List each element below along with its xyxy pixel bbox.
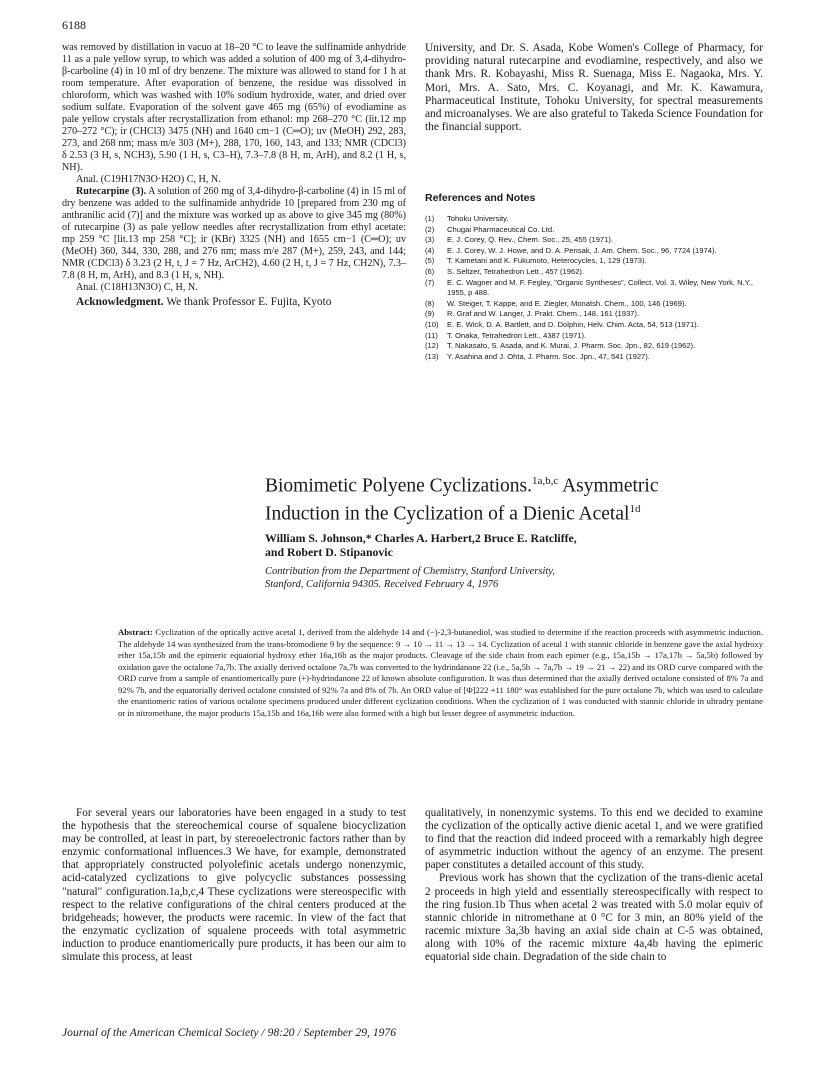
reference-number: (13) [425, 351, 439, 361]
reference-number: (1) [425, 214, 435, 223]
left-column [62, 42, 406, 309]
compound-heading: Rutecarpine (3). [76, 186, 147, 197]
analysis-line: Anal. (C19H17N3O·H2O) C, H, N. [76, 174, 221, 185]
reference-number: (9) [425, 309, 435, 319]
body-left-column [62, 807, 406, 964]
abstract-text: Cyclization of the optically active acetal 1, derived from the aldehyde 14 and (−)-2,3-butanediol, was studied to determine if the reaction proceeds with asymmetric induction. The aldehyde 14 was synthesized from the trans-bromodiene 9 by the sequence: 9 → 10 → 11 → 13 → 14. Cyclization of acetal 1 with stannic chloride in benzene gave the axial hydroxy ether 15a,15b and the epimeric equatorial hydroxy ether 16a,16b as the major products. Cleavage of the side chain from each epimer (e.g., 15a,15b → 17a,17b → 5a,5b) followed by oxidation gave the octalone 7a,7b. The axially derived octalone 7a,7b was converted to the hydrindanone 22 (i.e., 5a,5b → 7a,7b → 19 → 21 → 22) and its ORD curve compared with the ORD curve from a sample of enantiomerically pure (+)-hydrindanone 22 of known absolute configuration. It was thus determined that the axially derived octalone consisted of 8% 7a and 92% 7b, and the equatorially derived octalone consisted of 92% 7a and 8% of 7b. An ORD value of [Φ]222 +11 180° was established for the pure octalone 7b, which was used to calculate the enantiomeric ratios of various octalone specimens produced under different cyclization conditions. When the cyclization of 1 was conducted with stannic chloride in ultradry pentane or in nitromethane, the major products 15a,15b and 16a,16b were also formed with a high but lesser degree of asymmetric induction. [118, 627, 763, 718]
reference-text: T. Nakasato, S. Asada, and K. Murai, J. Pharm. Soc. Jpn., 82, 619 (1962). [447, 341, 696, 351]
affiliation-line: Stanford, California 94305. Received February 4, 1976 [265, 578, 499, 590]
reference-item [425, 256, 763, 267]
reference-number: (2) [425, 224, 435, 234]
abstract-heading: Abstract: [118, 627, 153, 637]
title-text: Asymmetric [558, 475, 659, 497]
acknowledgment-text: We thank Professor E. Fujita, Kyoto [166, 296, 332, 308]
reference-number: (10) [425, 319, 439, 329]
title-superscript: 1d [629, 502, 641, 515]
reference-item [425, 246, 763, 257]
references-title: References and Notes [425, 192, 536, 204]
authors [265, 531, 785, 559]
analysis-line: Anal. (C18H13N3O) C, H, N. [76, 282, 198, 293]
abstract [118, 627, 763, 719]
authors-line: William S. Johnson,* Charles A. Harbert,2 Bruce E. Ratcliffe, [265, 531, 577, 545]
reference-number: (12) [425, 341, 439, 351]
page-number: 6188 [62, 18, 86, 32]
reference-text: R. Graf and W. Langer, J. Prakt. Chem., 148, 161 (1937). [447, 309, 640, 319]
reference-text: Tohoku University. [447, 214, 509, 223]
reference-text: Y. Asahina and J. Ohta, J. Pharm. Soc. Jpn., 47, 541 (1927). [447, 351, 650, 361]
title-text: Biomimetic Polyene Cyclizations. [265, 475, 533, 497]
reference-text: S. Seltzer, Tetrahedron Lett., 457 (1962). [447, 266, 585, 276]
article-title [265, 470, 785, 525]
authors-line: and Robert D. Stipanovic [265, 545, 393, 559]
reference-text: E. E. Wick, D. A. Bartlett, and D. Dolphin, Helv. Chim. Acta, 54, 513 (1971). [447, 319, 699, 329]
acknowledgment [62, 296, 406, 309]
reference-number: (4) [425, 245, 435, 255]
reference-item [425, 352, 763, 363]
reference-text: E. J. Corey, Q. Rev., Chem. Soc., 25, 455 (1971). [447, 235, 614, 245]
paragraph: was removed by distillation in vacuo at 18–20 °C to leave the sulfinamide anhydride 11 as a pale yellow syrup, to which was added a solution of 400 mg of 3,4-dihydro-β-carboline (4) in 10 ml of dry benzene. The mixture was allowed to stand for 1 h at room temperature. After evaporation of benzene, the residue was dissolved in chloroform, which was washed with 10% sodium hydroxide, water, and dried over sodium sulfate. Evaporation of the solvent gave 465 mg (65%) of evodiamine as pale yellow crystals after recrystallization from ethanol: mp 268–270 °C (lit.12 mp 270–272 °C); ir (CHCl3) 3475 (NH) and 1640 cm−1 (C═O); uv (MeOH) 292, 283, 273, and 268 nm; mass m/e 303 (M+), 288, 170, 160, 143, and 133; NMR (CDCl3) δ 2.53 (3 H, s, NCH3), 5.90 (1 H, s, C3–H), 7.3–7.8 (8 H, m, ArH), and 8.2 (1 H, s, NH). [62, 42, 406, 173]
reference-number: (8) [425, 298, 435, 308]
body-right-column [425, 807, 763, 964]
title-text: Induction in the Cyclization of a Dienic Acetal [265, 503, 630, 524]
title-superscript: 1a,b,c [532, 475, 559, 487]
reference-number: (5) [425, 256, 435, 266]
reference-item [425, 331, 763, 342]
acknowledgment-continued: University, and Dr. S. Asada, Kobe Women's College of Pharmacy, for providing natural rutecarpine and evodiamine, respectively, and also we thank Mrs. R. Kobayashi, Miss R. Suenaga, Miss E. Nagaoka, Mrs. Y. Mori, Mrs. A. Sato, Mrs. C. Koyanagi, and Mr. K. Kawamura, Pharmaceutical Institute, Tohoku University, for spectral measurements and microanalyses. We are also grateful to Takeda Science Foundation for the financial support. [425, 42, 763, 134]
references-list [425, 214, 763, 362]
reference-item [425, 341, 763, 352]
reference-item [425, 235, 763, 246]
reference-text: T. Onaka, Tetrahedron Lett., 4387 (1971). [447, 330, 587, 340]
reference-number: (3) [425, 235, 435, 245]
reference-text: W. Steiger, T. Kappe, and E. Ziegler, Monatsh. Chem., 100, 146 (1969). [447, 298, 687, 308]
journal-footer: Journal of the American Chemical Society / 98:20 / September 29, 1976 [62, 1026, 397, 1039]
reference-number: (11) [425, 330, 438, 340]
reference-item [425, 299, 763, 310]
paragraph [62, 186, 406, 282]
reference-item [425, 320, 763, 331]
reference-text: T. Kametani and K. Fukumoto, Heterocycles, 1, 129 (1973). [447, 256, 647, 266]
paragraph: Previous work has shown that the cyclization of the trans-dienic acetal 2 proceeds in high yield and essentially stereospecifically with respect to the ring fusion.1b Thus when acetal 2 was treated with 5.0 molar equiv of stannic chloride in nitromethane at 0 °C for 3 min, an 80% yield of the racemic mixture 3a,3b having an axial side chain at C-5 was obtained, along with 10% of the racemic mixture 4a,4b having the epimeric equatorial side chain. Degradation of the side chain to [425, 872, 763, 964]
affiliation [265, 566, 785, 592]
paragraph: qualitatively, in nonenzymic systems. To this end we decided to examine the cyclization of the optically active dienic acetal 1, and we were gratified to find that the reaction did indeed proceed with a remarkably high degree of asymmetric induction without the agency of an enzyme. The present paper constitutes a detailed account of this study. [425, 807, 763, 872]
paragraph: For several years our laboratories have been engaged in a study to test the hypothesis that the stereochemical course of squalene biocyclization may be controlled, at least in part, by stereoelectronic factors rather than by enzymic conformational influences.3 We have, for example, demonstrated that appropriately constructed polyolefinic acetals undergo nonenzymic, acid-catalyzed cyclizations to give polycyclic substances possessing "natural" configuration.1a,b,c,4 These cyclizations were stereospecific with respect to the relative configurations of the chiral centers produced at the bridgeheads; however, the products were racemic. In view of the fact that the enzymatic cyclization of squalene proceeds with total asymmetric induction to produce enantiomerically pure products, it has been our aim to simulate this process, at least [62, 807, 406, 964]
reference-text: E. C. Wagner and M. F. Fegley, "Organic Syntheses", Collect. Vol. 3, Wiley, New York, N.Y., 1955, p 488. [447, 277, 754, 298]
affiliation-line: Contribution from the Department of Chemistry, Stanford University, [265, 566, 556, 577]
reference-number: (7) [425, 277, 435, 287]
reference-item [425, 309, 763, 320]
acknowledgment-heading: Acknowledgment. [76, 296, 164, 308]
reference-item [425, 214, 763, 225]
reference-number: (6) [425, 266, 435, 276]
reference-item [425, 278, 763, 299]
reference-text: Chugai Pharmaceutical Co. Ltd. [447, 224, 555, 234]
reference-item [425, 225, 763, 236]
paragraph-text: A solution of 260 mg of 3,4-dihydro-β-carboline (4) in 15 ml of dry benzene was added to the sulfinamide anhydride 10 [prepared from 230 mg of anthranilic acid (7)] and the mixture was worked up as above to give 345 mg (80%) of rutecarpine (3) as pale yellow needles after recrystallization from ethyl acetate: mp 259 °C [lit.13 mp 258 °C]; ir (KBr) 3325 (NH) and 1655 cm−1 (C═O); uv (MeOH) 360, 344, 330, 288, and 276 nm; mass m/e 287 (M+), 259, 243, and 144; NMR (CDCl3) δ 3.23 (2 H, t, J = 7 Hz, ArCH2), 4.60 (2 H, t, J = 7 Hz, CH2N), 7.3–7.8 (8 H, m, ArH), and 8.3 (1 H, s, NH). [62, 186, 406, 281]
reference-text: E. J. Corey, W. J. Howe, and D. A. Pensak, J. Am. Chem. Soc., 96, 7724 (1974). [447, 245, 717, 255]
reference-item [425, 267, 763, 278]
